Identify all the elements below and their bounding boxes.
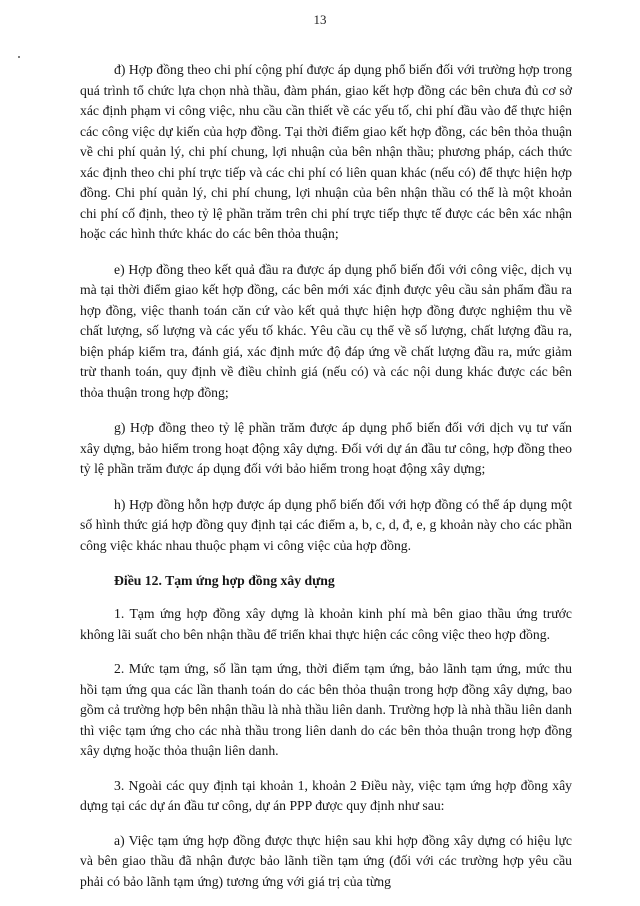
clause-1: 1. Tạm ứng hợp đồng xây dựng là khoản kinh phí mà bên giao thầu ứng trước không lãi suất cho bên nhận thầu để triển khai thực hiện các công việc theo hợp đồng. bbox=[80, 606, 572, 642]
scan-speck bbox=[18, 56, 20, 58]
clause-2: 2. Mức tạm ứng, số lần tạm ứng, thời điểm tạm ứng, bảo lãnh tạm ứng, mức thu hồi tạm ứng qua các lần thanh toán do các bên thỏa thuận trong hợp đồng xây dựng, bao gồm cả trường hợp bên nhận thầu là nhà thầu liên danh. Trường hợp là nhà thầu liên danh thì việc tạm ứng cho các nhà thầu trong liên danh do các bên thỏa thuận trong hợp đồng xây dựng hoặc thỏa thuận liên danh. bbox=[80, 661, 572, 758]
paragraph-d-cost-plus: đ) Hợp đồng theo chi phí cộng phí được áp dụng phổ biến đối với trường hợp trong quá trình tổ chức lựa chọn nhà thầu, đàm phán, giao kết hợp đồng các bên chưa đủ cơ sở xác định phạm vi công việc, nhu cầu cần thiết về các yếu tố, chi phí đầu vào để thực hiện các công việc dự kiến của hợp đồng. Tại thời điểm giao kết hợp đồng, các bên thỏa thuận về chi phí quản lý, chi phí chung, lợi nhuận của bên nhận thầu; phương pháp, cách thức xác định theo chi phí trực tiếp và các chi phí có liên quan khác (nếu có) để thực hiện hợp đồng. Chi phí quản lý, chi phí chung, lợi nhuận của bên nhận thầu có thể là một khoản chi phí cố định, theo tỷ lệ phần trăm trên chi phí trực tiếp thực tế được các bên xác nhận hoặc các hình thức khác do các bên thỏa thuận; bbox=[80, 62, 572, 241]
clause-3: 3. Ngoài các quy định tại khoản 1, khoản 2 Điều này, việc tạm ứng hợp đồng xây dựng tại các dự án đầu tư công, dự án PPP được quy định như sau: bbox=[80, 777, 572, 813]
paragraph-g-percentage: g) Hợp đồng theo tỷ lệ phần trăm được áp dụng phổ biến đối với dịch vụ tư vấn xây dựng, bảo hiểm trong hoạt động xây dựng. Đối với dự án đầu tư công, hợp đồng theo tỷ lệ phần trăm được áp dụng đối với bảo hiểm trong hoạt động xây dựng; bbox=[80, 420, 572, 476]
clause-3a: a) Việc tạm ứng hợp đồng được thực hiện sau khi hợp đồng xây dựng có hiệu lực và bên giao thầu đã nhận được bảo lãnh tiền tạm ứng (đối với các trường hợp yêu cầu phải có bảo lãnh tạm ứng) tương ứng với giá trị của từng bbox=[80, 832, 572, 889]
article-12-heading: Điều 12. Tạm ứng hợp đồng xây dựng bbox=[114, 573, 335, 588]
document-body bbox=[80, 60, 572, 906]
paragraph-h-mixed: h) Hợp đồng hỗn hợp được áp dụng phổ biến đối với hợp đồng có thể áp dụng một số hình thức giá hợp đồng quy định tại các điểm a, b, c, d, đ, e, g khoản này cho các phần công việc khác nhau thuộc phạm vi công việc của hợp đồng. bbox=[80, 496, 572, 553]
page-number: 13 bbox=[313, 12, 327, 27]
paragraph-e-output-based: e) Hợp đồng theo kết quả đầu ra được áp dụng phổ biến đối với công việc, dịch vụ mà tại thời điểm giao kết hợp đồng, các bên mới xác định được yêu cầu sản phẩm đầu ra hợp đồng, việc thanh toán căn cứ vào kết quả thực hiện hợp đồng được nghiệm thu về chất lượng, số lượng và các yếu tố khác. Yêu cầu cụ thể về số lượng, chất lượng đầu ra, biện pháp kiểm tra, đánh giá, xác định mức độ đáp ứng về chất lượng đầu ra, mức giảm trừ thanh toán, quy định về điều chỉnh giá (nếu có) và các nội dung khác được các bên thỏa thuận trong hợp đồng; bbox=[80, 261, 572, 400]
